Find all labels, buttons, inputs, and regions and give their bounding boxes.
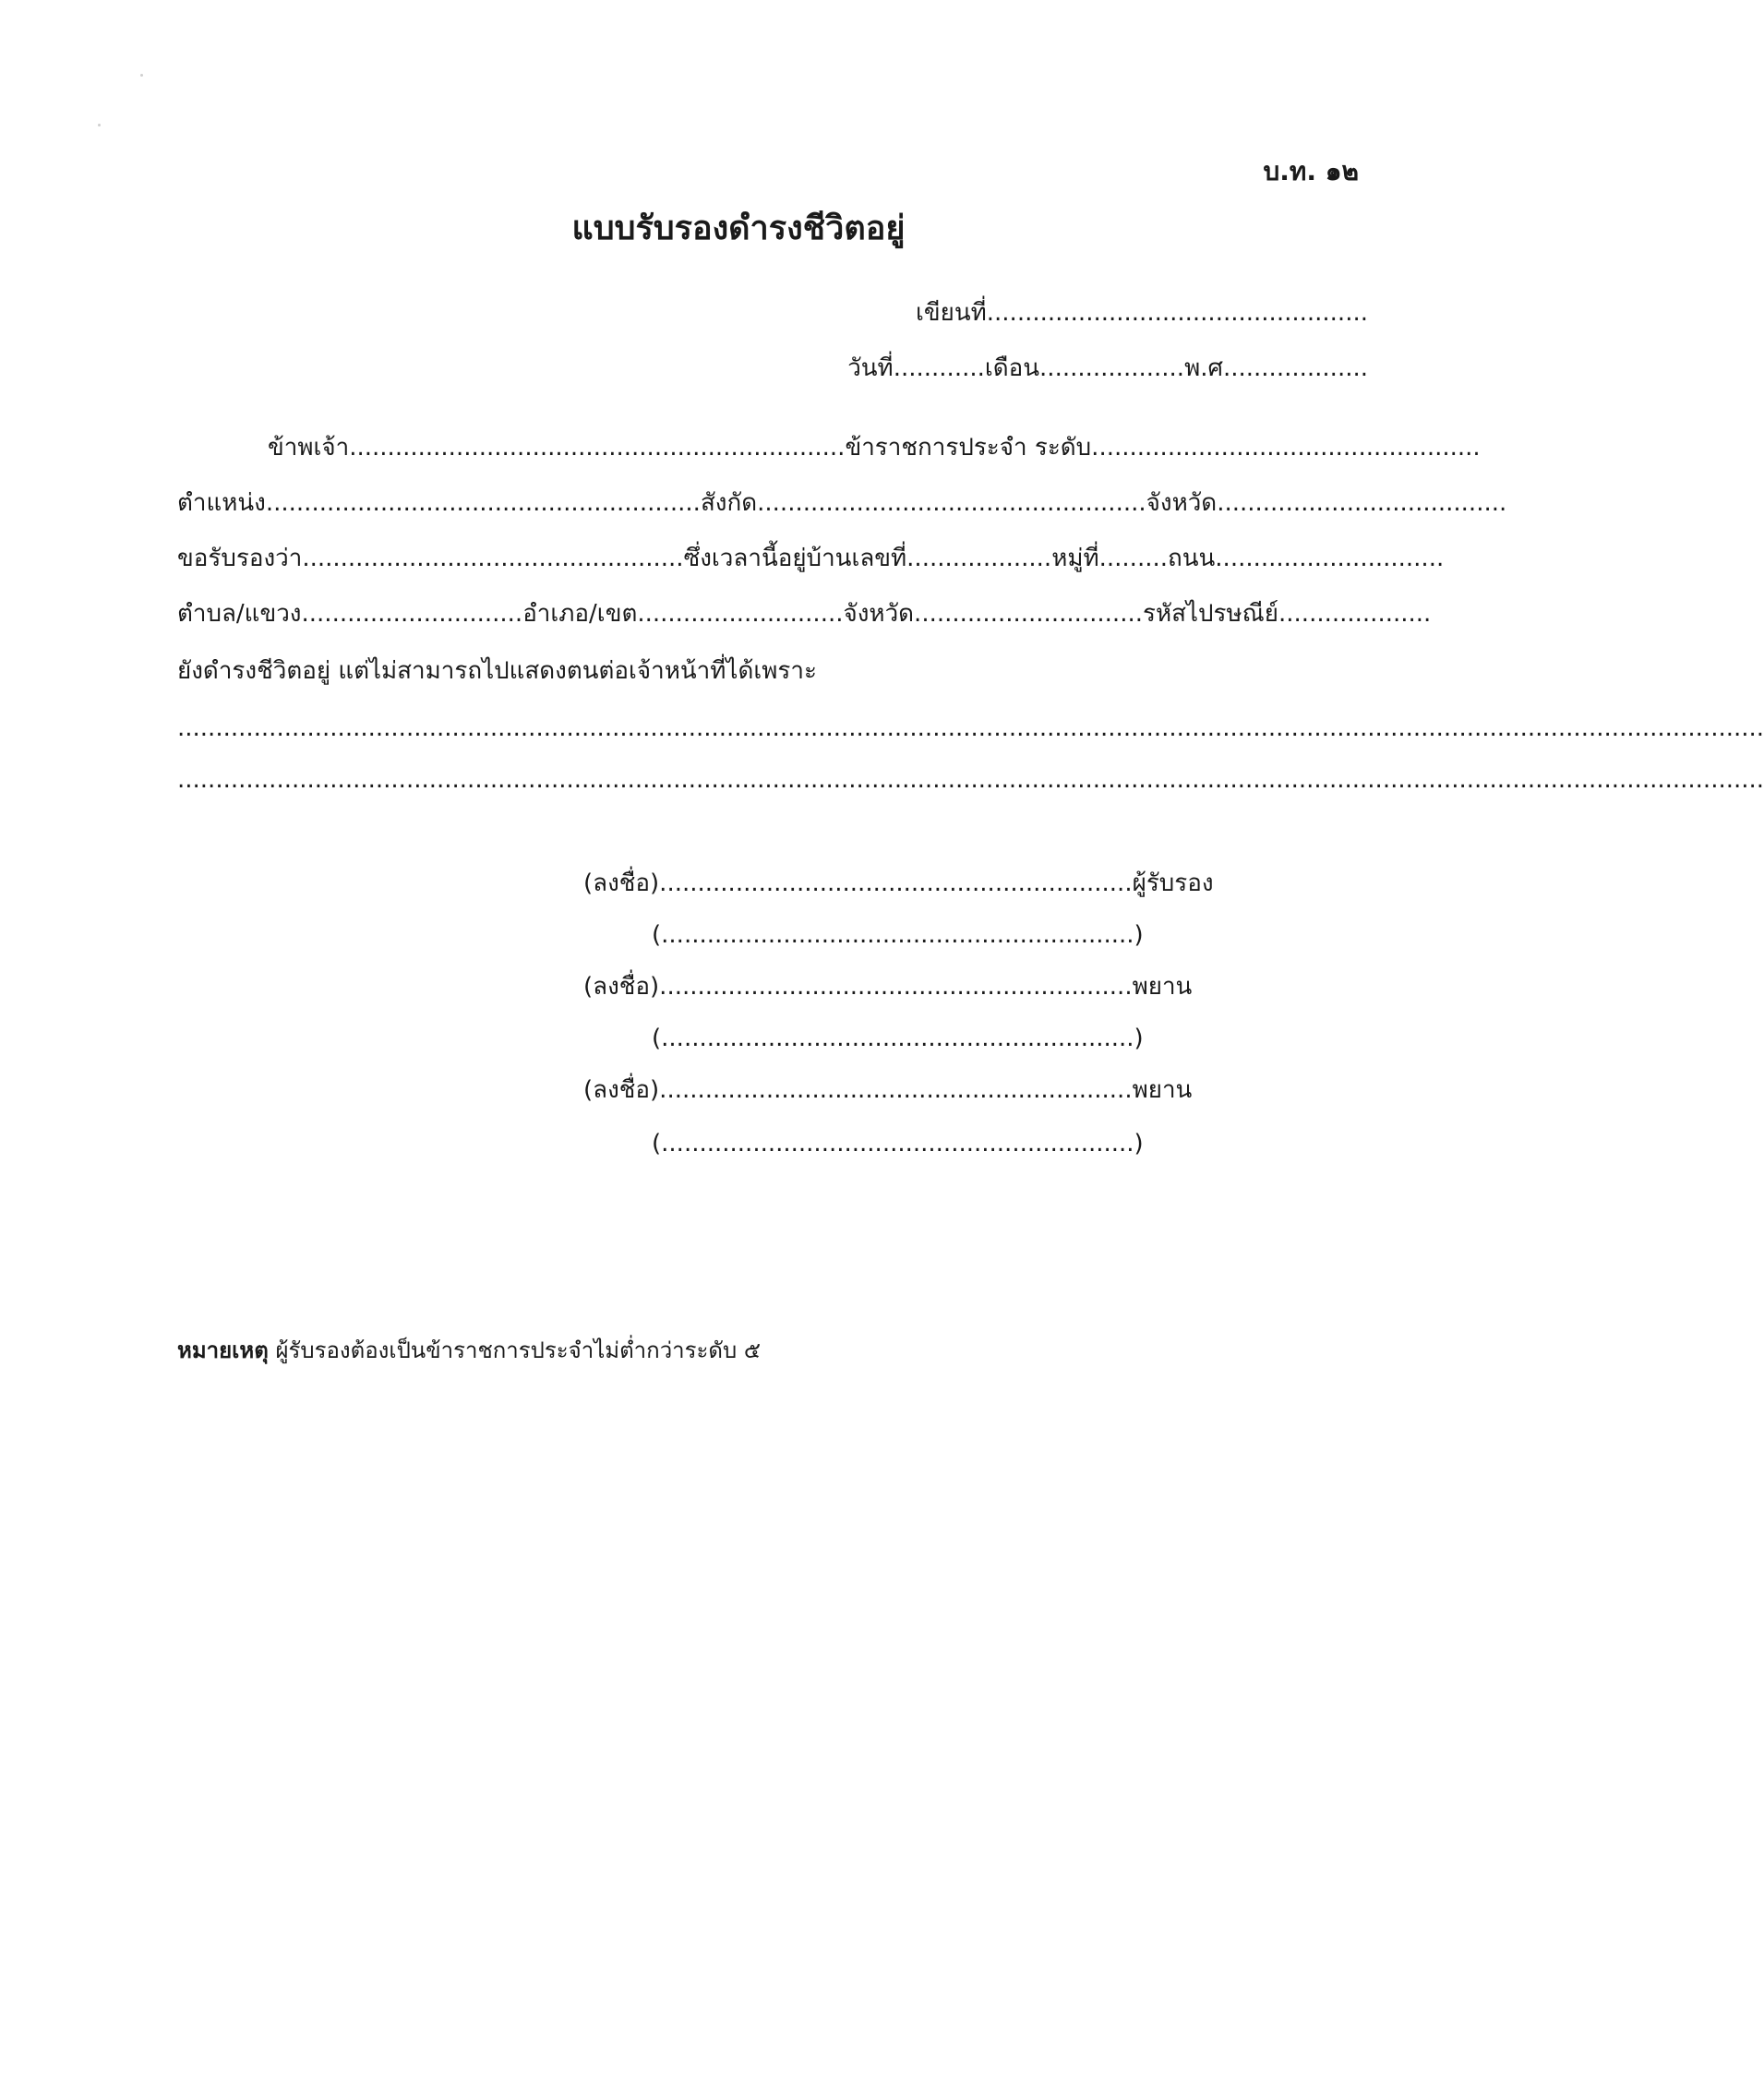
affiliation-field[interactable]: สังกัด................................................... <box>700 489 1146 517</box>
position-field[interactable]: ตำแหน่ง......................................................... <box>177 489 701 517</box>
row-certify <box>177 543 1445 574</box>
footnote-text: ผู้รับรองต้องเป็นข้าราชการประจำไม่ต่ำกว่าระดับ ๕ <box>275 1337 762 1363</box>
witness2-name-field[interactable]: (..............................................................) <box>652 1130 1144 1157</box>
province-field[interactable]: จังหวัด...................................... <box>1146 489 1507 517</box>
witness1-name-field[interactable]: (..............................................................) <box>652 1025 1144 1052</box>
witness1-signature-field[interactable]: (ลงชื่อ)..............................................................พยาน <box>583 973 1193 1001</box>
reason-text: ยังดำรงชีวิตอยู่ แต่ไม่สามารถไปแสดงตนต่อเจ้าหน้าที่ได้เพราะ <box>177 657 817 685</box>
subdistrict-field[interactable]: ตำบล/แขวง............................. <box>177 600 523 628</box>
district-field[interactable]: อำเภอ/เขต........................... <box>522 600 844 628</box>
address-field[interactable]: ซึ่งเวลานี้อยู่บ้านเลขที่...................หมู่ที่.........ถนน.............................. <box>683 545 1445 572</box>
reason-blank-line-2[interactable]: ................................................................................................................................................................................................................ <box>177 766 1764 794</box>
row-locality <box>177 598 1432 630</box>
applicant-name-field[interactable]: ข้าพเจ้า................................................................. <box>268 434 846 462</box>
row-applicant <box>268 432 1481 463</box>
scan-speck <box>140 74 143 77</box>
certified-person-field[interactable]: ขอรับรองว่า.................................................. <box>177 545 684 572</box>
witness2-signature-field[interactable]: (ลงชื่อ)..............................................................พยาน <box>583 1076 1193 1104</box>
written-at-field[interactable]: เขียนที่.................................................. <box>915 299 1368 327</box>
form-code: บ.ท. ๑๒ <box>1263 156 1359 186</box>
footnote <box>177 1335 761 1366</box>
province-postcode-field[interactable]: จังหวัด..............................รหัสไปรษณีย์.................... <box>843 600 1432 628</box>
footnote-label: หมายเหตุ <box>177 1337 269 1363</box>
reason-blank-line-1[interactable]: ................................................................................................................................................................................................................ <box>177 714 1764 742</box>
certifier-signature-field[interactable]: (ลงชื่อ)..............................................................ผู้รับรอง <box>583 870 1214 897</box>
date-field[interactable]: วันที่............เดือน...................พ.ศ................... <box>847 354 1368 382</box>
row-position <box>177 487 1507 519</box>
page-title: แบบรับรองดำรงชีวิตอยู่ <box>571 210 906 247</box>
certifier-name-field[interactable]: (..............................................................) <box>652 921 1144 949</box>
scan-speck <box>98 124 101 126</box>
civil-servant-level-field[interactable]: ข้าราชการประจำ ระดับ................................................... <box>845 434 1481 462</box>
